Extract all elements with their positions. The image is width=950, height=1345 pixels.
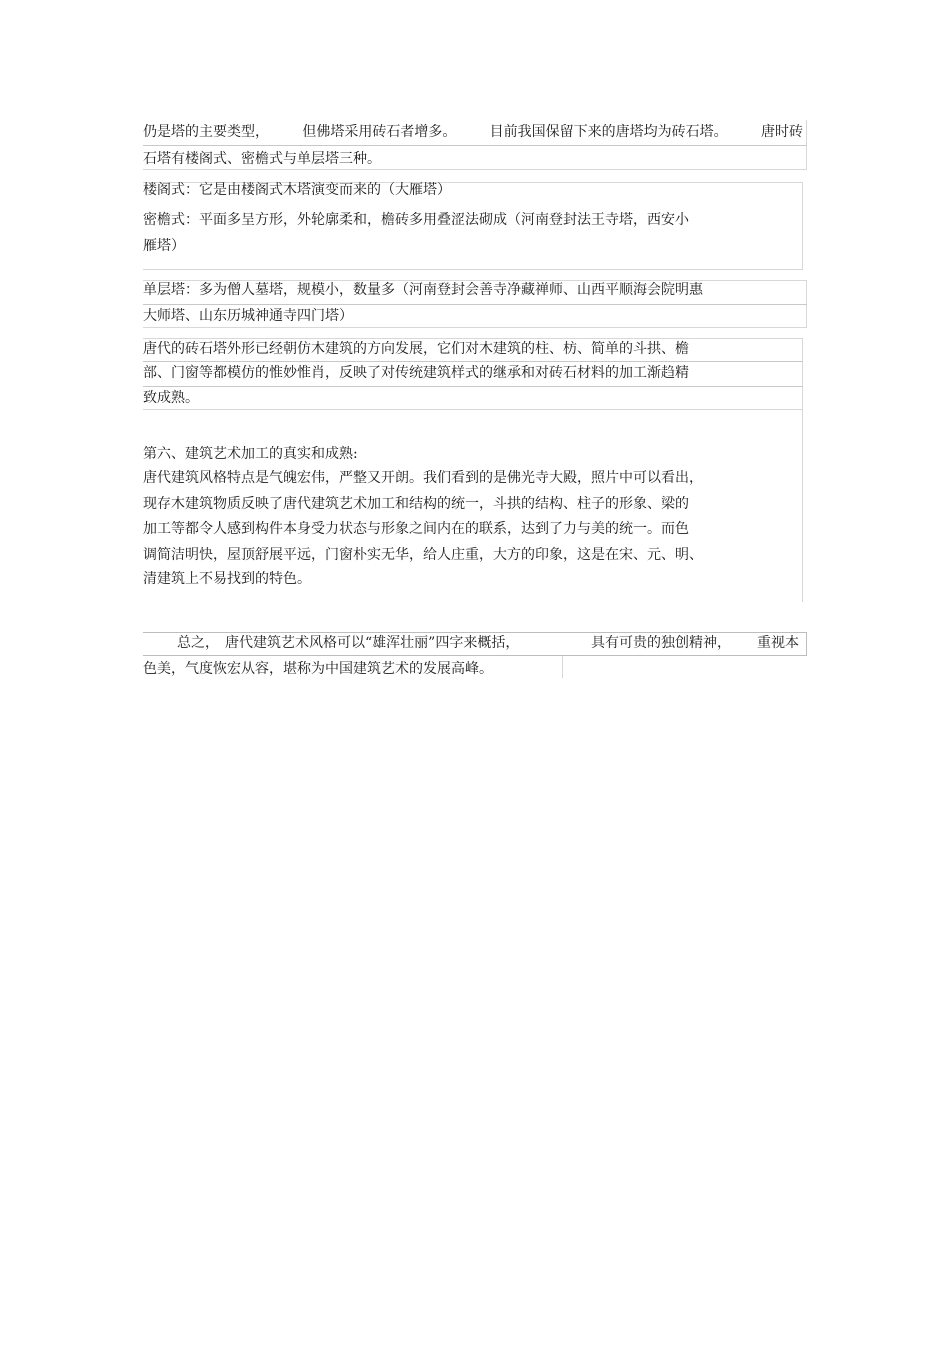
text-segment: 总之， — [177, 635, 219, 651]
text-segment: 唐代建筑艺术风格可以“雄浑壮丽”四字来概括， — [225, 635, 520, 651]
type-danceng-line1: 单层塔：多为僧人墓塔，规模小，数量多（河南登封会善寺净藏禅师、山西平顺海会院明惠 — [143, 282, 703, 298]
text-segment: 但佛塔采用砖石者增多。 — [302, 124, 457, 140]
text-segment: 目前我国保留下来的唐塔均为砖石塔。 — [489, 124, 728, 140]
section6-line2: 现存木建筑物质反映了唐代建筑艺术加工和结构的统一，斗拱的结构、柱子的形象、梁的 — [143, 496, 689, 512]
paragraph1-line1 — [143, 122, 803, 142]
rule-line — [143, 145, 807, 146]
type-danceng-line2: 大师塔、山东历城神通寺四门塔） — [143, 308, 353, 324]
paragraph2-line3: 致成熟。 — [143, 390, 199, 406]
text-segment: 唐时砖 — [760, 124, 803, 140]
type-miyan-line1: 密檐式：平面多呈方形，外轮廓柔和，檐砖多用叠涩法砌成（河南登封法王寺塔，西安小 — [143, 212, 689, 228]
rule-line — [143, 361, 803, 362]
conclusion-line2: 色美，气度恢宏从容，堪称为中国建筑艺术的发展高峰。 — [143, 661, 493, 677]
type-miyan-line2: 雁塔） — [143, 238, 185, 254]
text-segment: 仍是塔的主要类型， — [143, 124, 269, 140]
paragraph1-line2: 石塔有楼阁式、密檐式与单层塔三种。 — [143, 151, 381, 167]
rule-line — [143, 304, 807, 305]
paragraph2-line2: 部、门窗等都模仿的惟妙惟肖，反映了对传统建筑样式的继承和对砖石材料的加工渐趋精 — [143, 365, 689, 381]
section6-line4: 调简洁明快，屋顶舒展平远，门窗朴实无华，给人庄重，大方的印象，这是在宋、元、明、 — [143, 547, 703, 563]
section6-line1: 唐代建筑风格特点是气魄宏伟，严整又开朗。我们看到的是佛光寺大殿，照片中可以看出， — [143, 470, 703, 486]
section6-heading: 第六、建筑艺术加工的真实和成熟: — [143, 446, 358, 462]
rule-line — [143, 386, 803, 387]
type-louge: 楼阁式：它是由楼阁式木塔演变而来的（大雁塔） — [143, 182, 451, 198]
text-segment: 具有可贵的独创精神， — [591, 635, 731, 651]
section6-line5: 清建筑上不易找到的特色。 — [143, 571, 311, 587]
paragraph2-line1: 唐代的砖石塔外形已经朝仿木建筑的方向发展，它们对木建筑的柱、枋、简单的斗拱、檐 — [143, 341, 689, 357]
text-segment: 重视本 — [757, 635, 799, 651]
section6-line3: 加工等都令人感到构件本身受力状态与形象之间内在的联系，达到了力与美的统一。而色 — [143, 521, 689, 537]
